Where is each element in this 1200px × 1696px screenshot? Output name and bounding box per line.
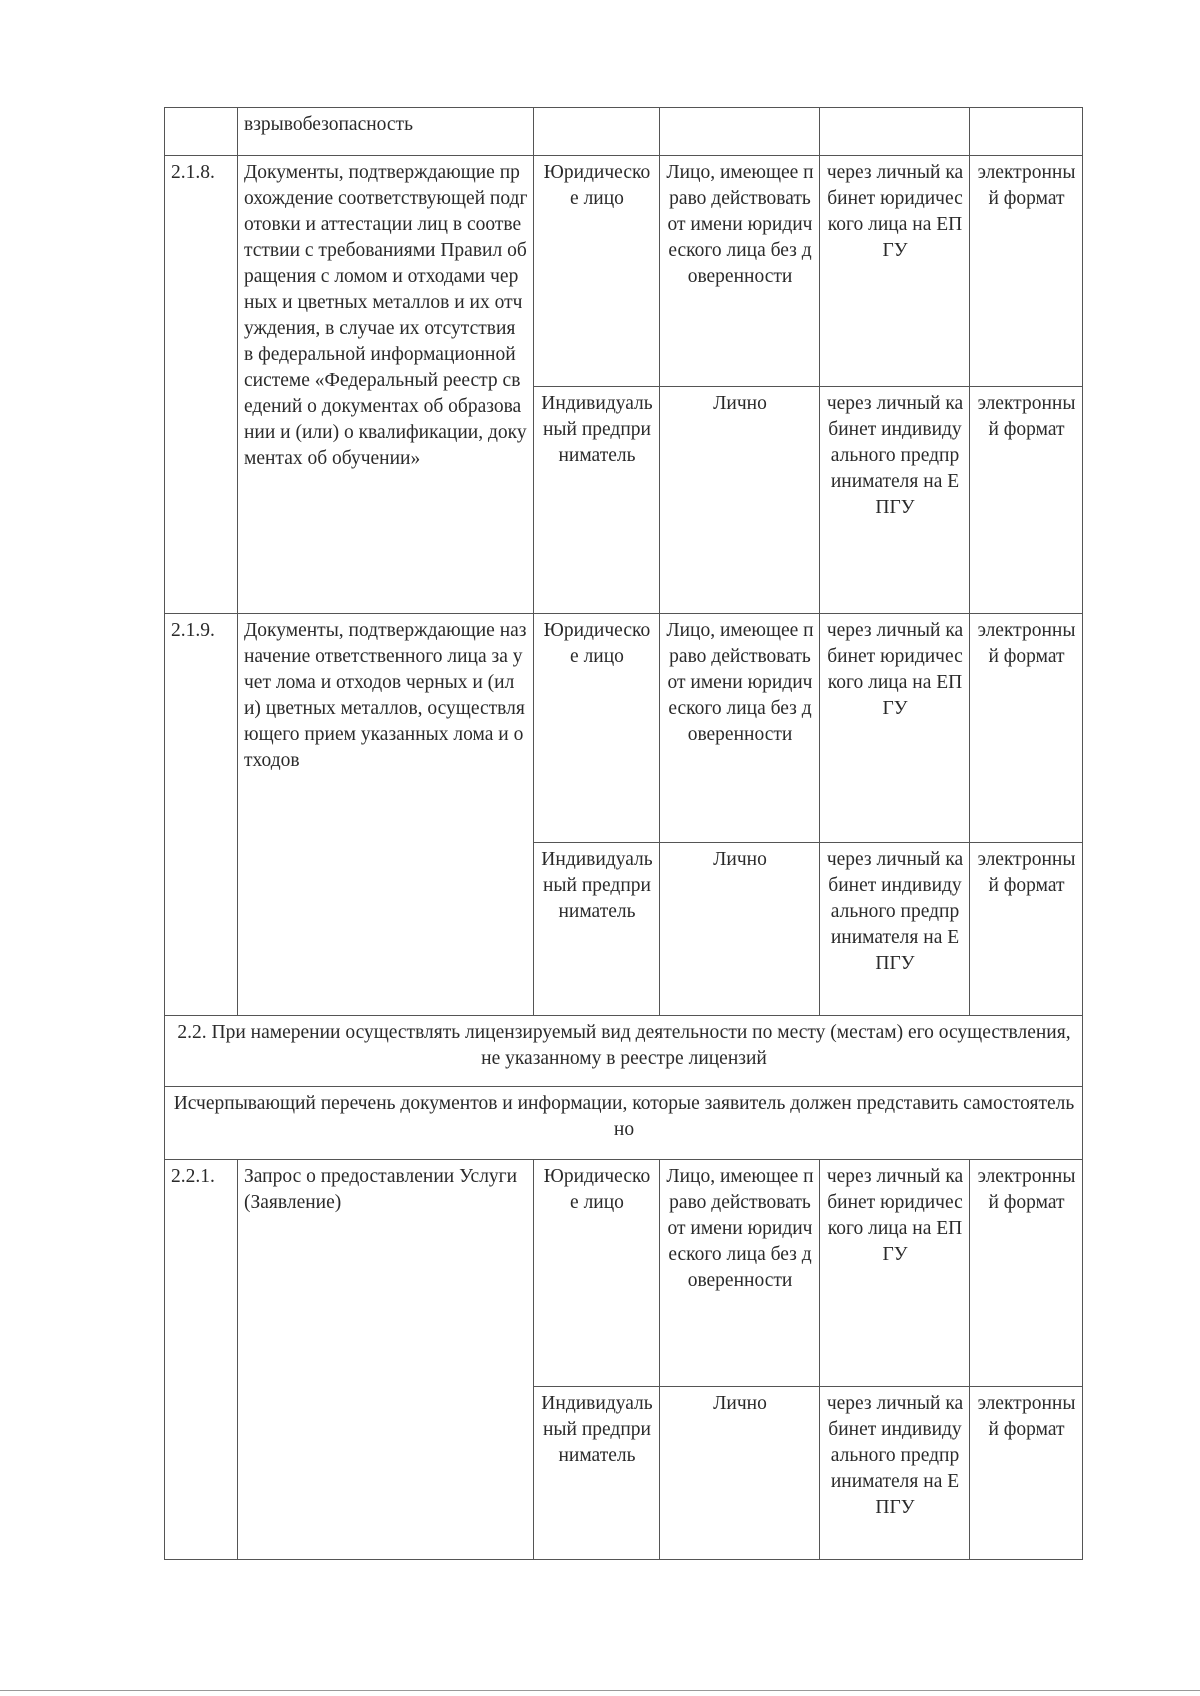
representative-cell: Лицо, имеющее право действовать от имени юридического лица без доверенности	[660, 614, 820, 843]
representative-cell: Лично	[660, 843, 820, 1016]
table-row	[165, 108, 1083, 156]
format-cell: электронный формат	[970, 387, 1083, 614]
documents-table	[164, 107, 1083, 1560]
applicant-cell: Индивидуальный предприниматель	[534, 843, 660, 1016]
channel-cell: через личный кабинет юридического лица на ЕПГУ	[820, 156, 970, 387]
row-number: 2.1.9.	[165, 614, 238, 1016]
row-number: 2.2.1.	[165, 1160, 238, 1560]
channel-cell: через личный кабинет индивидуального предпринимателя на ЕПГУ	[820, 387, 970, 614]
channel-cell: через личный кабинет индивидуального предпринимателя на ЕПГУ	[820, 1387, 970, 1560]
table-row	[165, 156, 1083, 387]
channel-cell: через личный кабинет юридического лица на ЕПГУ	[820, 614, 970, 843]
applicant-cell: Юридическое лицо	[534, 1160, 660, 1387]
channel-cell: через личный кабинет юридического лица на ЕПГУ	[820, 1160, 970, 1387]
num-cell	[165, 108, 238, 156]
representative-cell: Лично	[660, 1387, 820, 1560]
representative-cell: Лицо, имеющее право действовать от имени юридического лица без доверенности	[660, 156, 820, 387]
section-heading: 2.2. При намерении осуществлять лицензируемый вид деятельности по месту (местам) его осуществления, не указанному в реестре лицензий	[165, 1016, 1083, 1087]
format-cell: электронный формат	[970, 843, 1083, 1016]
format-cell: электронный формат	[970, 156, 1083, 387]
applicant-cell: Юридическое лицо	[534, 156, 660, 387]
document-name: Запрос о предоставлении Услуги (Заявление)	[238, 1160, 534, 1560]
row-number: 2.1.8.	[165, 156, 238, 614]
applicant-cell	[534, 108, 660, 156]
name-cell: взрывобезопасность	[238, 108, 534, 156]
document-name: Документы, подтверждающие прохождение соответствующей подготовки и аттестации лиц в соответствии с требованиями Правил обращения с ломом и отходами черных и цветных металлов и их отчуждения, в случае их отсутствия в федеральной информационной системе «Федеральный реестр сведений о документах об образовании и (или) о квалификации, документах об обучении»	[238, 156, 534, 614]
format-cell: электронный формат	[970, 614, 1083, 843]
table-row	[165, 1087, 1083, 1160]
table-row	[165, 1016, 1083, 1087]
applicant-cell: Индивидуальный предприниматель	[534, 1387, 660, 1560]
document-name: Документы, подтверждающие назначение ответственного лица за учет лома и отходов черных и (или) цветных металлов, осуществляющего прием указанных лома и отходов	[238, 614, 534, 1016]
channel-cell: через личный кабинет индивидуального предпринимателя на ЕПГУ	[820, 843, 970, 1016]
channel-cell	[820, 108, 970, 156]
representative-cell: Лично	[660, 387, 820, 614]
format-cell	[970, 108, 1083, 156]
format-cell: электронный формат	[970, 1160, 1083, 1387]
format-cell: электронный формат	[970, 1387, 1083, 1560]
applicant-cell: Юридическое лицо	[534, 614, 660, 843]
representative-cell: Лицо, имеющее право действовать от имени юридического лица без доверенности	[660, 1160, 820, 1387]
representative-cell	[660, 108, 820, 156]
page-edge-divider	[0, 1690, 1200, 1691]
applicant-cell: Индивидуальный предприниматель	[534, 387, 660, 614]
table-row	[165, 1160, 1083, 1387]
subsection-heading: Исчерпывающий перечень документов и информации, которые заявитель должен представить самостоятельно	[165, 1087, 1083, 1160]
table-row	[165, 614, 1083, 843]
